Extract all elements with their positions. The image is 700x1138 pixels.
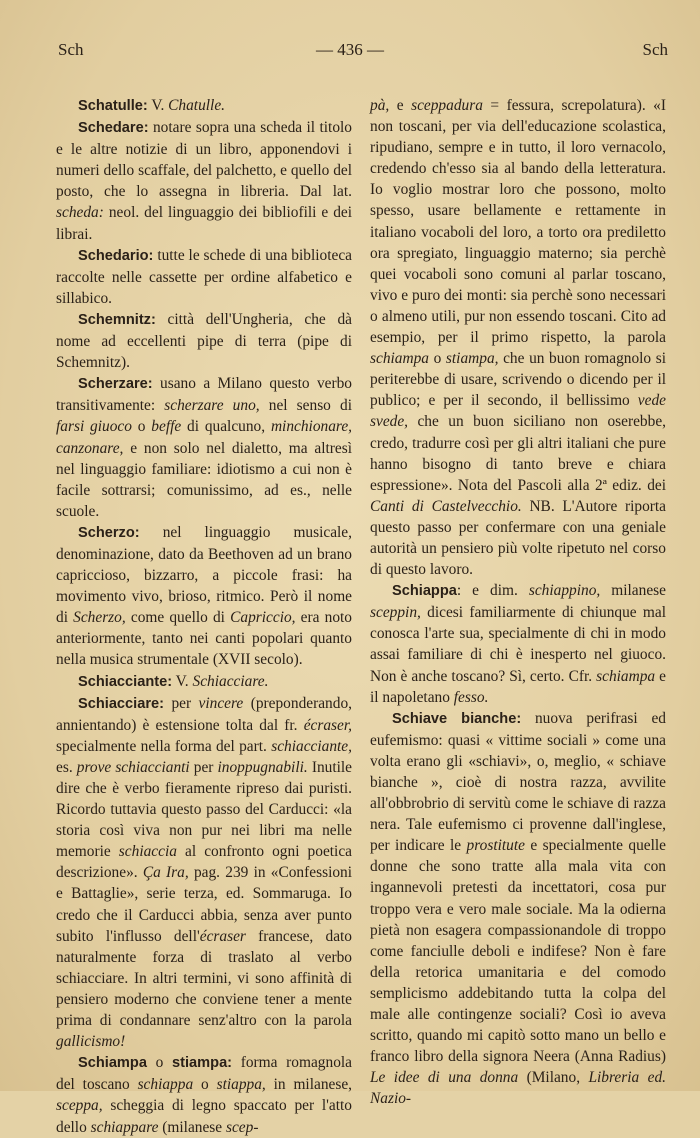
- entry-text: come quello di: [125, 609, 231, 627]
- italic-text: schiaccia: [118, 843, 177, 861]
- entry-text: e il napoletano: [370, 667, 666, 706]
- italic-text: farsi giuoco: [56, 418, 132, 436]
- italic-text: schiappino,: [528, 582, 601, 600]
- italic-text: écraser,: [303, 716, 352, 734]
- entry-headword: Schiacciare:: [78, 695, 164, 712]
- italic-text: beffe: [151, 418, 182, 436]
- dictionary-entry: [370, 580, 666, 708]
- entry-text: NB. L'Autore riporta questo passo per confermare con una geniale autorità un pensiero più volte ripetuto nel corso di questo lavoro.: [370, 497, 666, 579]
- entry-headword: Schedario:: [78, 247, 154, 264]
- italic-text: sceppa,: [56, 1097, 103, 1115]
- italic-text: fesso.: [453, 688, 489, 706]
- dictionary-entry: [56, 522, 352, 671]
- italic-text: Libreria ed. Nazio-: [370, 1069, 666, 1108]
- entry-text: città dell'Ungheria, che dà nome ad eccellenti pipe di terra (pipe di Schemnitz).: [56, 310, 352, 372]
- italic-text: vede svede,: [370, 392, 666, 431]
- dictionary-entry: [56, 245, 352, 309]
- italic-text: scep-: [225, 1118, 259, 1136]
- entry-text: nel senso di: [259, 397, 352, 415]
- italic-text: schiappare: [90, 1118, 159, 1136]
- entry-text: (milanese: [158, 1118, 226, 1136]
- entry-text: nuova perifrasi ed eufemismo: quasi « vittime sociali » come una volta erano gli «schiavi», o, meglio, « schiave bianche », cioè di nostra razza, avvilite all'obbrobrio di servitù come le schiave di razza nera. Tale eufemismo ci provenne dall'inglese, per indicare le: [370, 709, 666, 855]
- italic-text: sceppadura: [411, 97, 483, 114]
- entry-text: era noto anteriormente, tanto nei canti popolari quanto nella musica strumentale (XVII secolo).: [56, 609, 352, 669]
- entry-text: usano a Milano questo verbo transitivamente:: [56, 375, 352, 415]
- italic-text: schiappa: [137, 1076, 194, 1094]
- entry-text: V.: [147, 97, 169, 114]
- entry-text: scheggia di legno spaccato per l'atto dello: [56, 1097, 352, 1136]
- entry-headword: Schemnitz:: [78, 311, 156, 328]
- entry-text: tutte le schede di una biblioteca raccolte nelle cassette per ordine alfabetico e sillabico.: [56, 246, 352, 307]
- entry-text: : e dim.: [456, 582, 529, 600]
- dictionary-entry: [56, 693, 352, 1053]
- italic-text: scheda:: [56, 204, 104, 222]
- italic-text: prostitute: [466, 837, 525, 855]
- italic-text: prove schiaccianti: [76, 758, 190, 776]
- italic-text: scherzare uno,: [164, 397, 260, 415]
- entry-text: e specialmente quelle donne che sono tratte alla mala vita con ingannevoli pretesti da incettatori, cosa pur troppo vera e vero male sociale. Ma la odierna pietà non esagera compassionandole di troppo come fanciulle deboli e indifese? Non è fare della retorica umanitaria e del comodo semplicismo addebitando tutta la colpa del male alle contingenze sociali? Così io aveva scritto, quando mi capitò sotto mano un bello e franco libro della signora Neera (Anna Radius): [370, 837, 666, 1066]
- italic-text: inoppugnabili.: [217, 758, 308, 776]
- dictionary-entry: [56, 671, 352, 693]
- entry-text: pag. 239 in «Confessioni e Battaglie», serie terza, ed. Sommaruga. Io credo che il Carducci abbia, senza aver punto subito l'influsso dell': [56, 864, 353, 945]
- entry-text: nel linguaggio musicale, denominazione, dato da Beethoven ad un brano capriccioso, bizzarro, a piccole frasi: ha movimento vivo, brioso, ritmico. Però il nome di: [56, 523, 352, 627]
- entry-text: e: [389, 97, 412, 114]
- entry-headword: Schedare:: [78, 120, 149, 137]
- italic-text: Chatulle.: [168, 97, 226, 114]
- entry-text: e non solo nel dialetto, ma altresì nel linguaggio familiare: idiotismo a cui non è facile sottrarsi; comunissimo, ad es., nelle scuole.: [56, 439, 352, 520]
- italic-text: Scherzo,: [73, 609, 126, 627]
- entry-text: es.: [56, 758, 77, 776]
- entry-text: francese, dato naturalmente forza di traslato al verbo schiacciare. In altri termini, vi sono affinità di pensiero moderno che conviene tener a mente prima di condannare senz'altro con la parola: [56, 927, 352, 1030]
- italic-text: écraser: [199, 927, 246, 945]
- entry-text: specialmente nella forma del part.: [56, 737, 272, 755]
- italic-text: vincere: [198, 694, 244, 712]
- dictionary-entry: [56, 309, 352, 373]
- header-right: Sch: [642, 40, 668, 59]
- page-number: — 436 —: [316, 40, 384, 59]
- entry-headword: Scherzo:: [78, 524, 140, 541]
- italic-text: schiampa: [370, 350, 429, 368]
- italic-text: stiampa,: [445, 350, 499, 368]
- entry-headword: Schiacciante:: [78, 673, 173, 690]
- entry-headword: Schiampa: [78, 1055, 147, 1072]
- italic-text: gallicismo!: [56, 1033, 126, 1051]
- dictionary-entry: [56, 373, 352, 522]
- entry-text: o: [131, 418, 152, 436]
- entry-text: (Milano,: [518, 1069, 589, 1087]
- entry-headword: Schiappa: [392, 583, 457, 600]
- entry-text: o: [429, 350, 446, 368]
- dictionary-entry: [56, 117, 352, 245]
- entry-text: forma romagnola del toscano: [56, 1054, 352, 1094]
- entry-text: milanese: [600, 582, 666, 600]
- entry-headword: Schatulle:: [78, 98, 148, 114]
- entry-text: V.: [172, 672, 193, 690]
- italic-text: sceppin,: [370, 604, 421, 622]
- entry-text: di qualcuno,: [181, 418, 271, 436]
- dictionary-entry: [56, 1052, 352, 1137]
- entry-text: (preponderando, annientando) è estensione tolta dal fr.: [56, 694, 352, 734]
- italic-text: Canti di Castelvecchio.: [370, 497, 522, 515]
- italic-text: Le idee di una donna: [370, 1069, 519, 1087]
- header-left: Sch: [58, 40, 84, 59]
- italic-text: Schiacciare.: [192, 672, 269, 690]
- entry-headword: Scherzare:: [78, 376, 153, 393]
- dictionary-entry: [56, 95, 352, 117]
- entry-text: o: [193, 1076, 217, 1094]
- entry-text: notare sopra una scheda il titolo e le altre notizie di un libro, apponendovi i numeri dello scaffale, del palchetto, e quello del posto, che lo assegna in libreria. Dal lat.: [56, 119, 352, 201]
- entry-text: per: [189, 758, 218, 776]
- entry-headword: Schiave bianche:: [392, 710, 522, 727]
- running-header: [0, 40, 700, 66]
- italic-text: pà,: [370, 97, 390, 114]
- entry-text: in milanese,: [265, 1076, 353, 1094]
- right-column: [370, 95, 666, 1110]
- entry-text: Inutile dire che è verbo fieramente ripreso dai puristi. Ricordo tuttavia questo passo del Carducci: «la storia così viva non pur nei libri ma nelle memorie: [56, 758, 352, 861]
- italic-text: schiacciante,: [271, 737, 352, 755]
- italic-text: schiampa: [596, 667, 656, 685]
- entry-text: che un buon romagnolo si periterebbe di usare, scrivendo o dicendo per il publico; e per il secondo, il bellissimo: [370, 350, 666, 410]
- entry-text: che un buon siciliano non oserebbe, credo, tradurre così per gli altri italiani che pure hanno bisogno di tanto breve e chiara espressione». Nota del Pascoli alla 2ª ediz. dei: [370, 413, 666, 494]
- italic-text: Ça Ira,: [142, 864, 189, 882]
- italic-text: Capriccio,: [230, 609, 296, 627]
- entry-headword: stiampa:: [172, 1055, 233, 1072]
- entry-text: o: [146, 1054, 173, 1072]
- entry-text: neol. del linguaggio dei bibliofili e dei librai.: [56, 204, 352, 243]
- italic-text: minchionare, canzonare,: [56, 418, 353, 457]
- entry-text: per: [164, 694, 199, 712]
- entry-text: dicesi familiarmente di chiunque mal conosca l'arte sua, specialmente di chi in modo assai familiare di chi è inesperto nel giuoco. Non è anche toscano? Sì, certo. Cfr.: [370, 604, 666, 685]
- entry-text: al confronto ogni poetica descrizione».: [56, 843, 352, 882]
- left-column: [56, 95, 352, 1138]
- italic-text: stiappa,: [216, 1076, 266, 1094]
- dictionary-entry: [370, 708, 666, 1110]
- entry-text: = fessura, screpolatura). «I non toscani, per via dell'educazione scolastica, ripudiano, sempre e in tutto, il loro vernacolo, credendo ch'esso sia al bando della letteratura. Io voglio mostrar loro che possono, molto spesso, usare bellamente e rettamente in italiano vocaboli del loro, a torto ora prediletto ora spregiato, linguaggio materno; sia perchè quei vocaboli sono comuni al parlar toscano, vivo e puro dei monti: sia perchè sono necessari o almeno utili, pur non essendo toscani. Cito ad esempio, per il primo rispetto, la parola: [370, 97, 666, 347]
- entry-continuation: [370, 95, 666, 580]
